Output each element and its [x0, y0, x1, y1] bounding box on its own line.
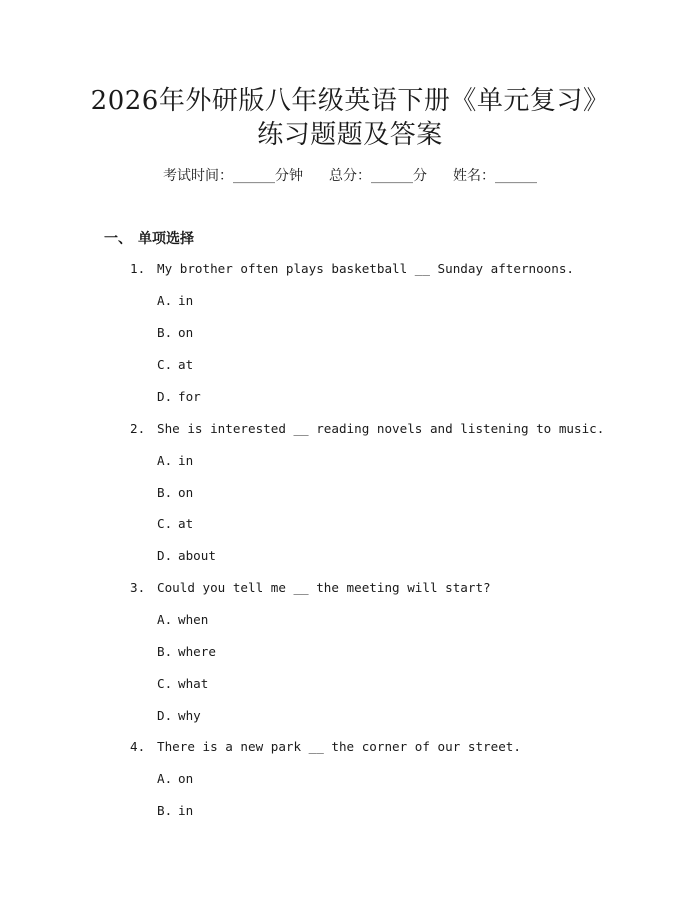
option-text: in: [178, 293, 194, 308]
option-letter: A.: [157, 771, 173, 786]
option-text: at: [178, 516, 194, 531]
question-text: My brother often plays basketball __ Sunday afternoons.: [157, 261, 575, 276]
option-text: when: [178, 612, 209, 627]
question-number: 1.: [130, 261, 146, 276]
exam-time-label: 考试时间：______分钟: [163, 168, 303, 184]
option-letter: B.: [157, 644, 173, 659]
question-text: There is a new park __ the corner of our street.: [157, 739, 521, 754]
question-4-option-a: [157, 770, 193, 788]
question-3-option-d: [157, 707, 201, 725]
question-1-option-b: [157, 324, 193, 342]
option-text: where: [178, 644, 216, 659]
question-3: [130, 579, 491, 597]
option-letter: C.: [157, 676, 173, 691]
option-letter: C.: [157, 357, 173, 372]
question-3-option-a: [157, 611, 208, 629]
option-text: in: [178, 453, 194, 468]
option-text: on: [178, 325, 194, 340]
question-1-option-a: [157, 292, 193, 310]
question-text: She is interested __ reading novels and listening to music.: [157, 421, 605, 436]
option-letter: A.: [157, 293, 173, 308]
option-letter: D.: [157, 708, 173, 723]
question-number: 4.: [130, 739, 146, 754]
option-letter: B.: [157, 325, 173, 340]
option-text: on: [178, 771, 194, 786]
section-heading: [104, 229, 194, 249]
question-number: 2.: [130, 421, 146, 436]
question-number: 3.: [130, 580, 146, 595]
exam-meta: [0, 166, 700, 186]
option-letter: B.: [157, 485, 173, 500]
student-name-label: 姓名：______: [453, 168, 537, 184]
question-3-option-b: [157, 643, 216, 661]
question-2-option-c: [157, 515, 193, 533]
option-text: about: [178, 548, 216, 563]
option-letter: D.: [157, 389, 173, 404]
option-text: at: [178, 357, 194, 372]
question-1-option-d: [157, 388, 201, 406]
option-text: what: [178, 676, 209, 691]
option-letter: A.: [157, 612, 173, 627]
document-title-line-2: 练习题题及答案: [257, 120, 443, 150]
question-1: [130, 260, 574, 278]
document-title-line-1: 2026年外研版八年级英语下册《单元复习》: [90, 86, 610, 116]
question-text: Could you tell me __ the meeting will start?: [157, 580, 491, 595]
question-3-option-c: [157, 675, 208, 693]
section-number: 一、: [104, 231, 132, 247]
option-letter: D.: [157, 548, 173, 563]
question-1-option-c: [157, 356, 193, 374]
question-2-option-a: [157, 452, 193, 470]
question-4-option-b: [157, 802, 193, 820]
option-text: why: [178, 708, 201, 723]
option-text: on: [178, 485, 194, 500]
option-text: for: [178, 389, 201, 404]
question-4: [130, 738, 521, 756]
option-letter: C.: [157, 516, 173, 531]
question-2-option-d: [157, 547, 216, 565]
option-letter: A.: [157, 453, 173, 468]
question-2-option-b: [157, 484, 193, 502]
option-letter: B.: [157, 803, 173, 818]
total-score-label: 总分：______分: [329, 168, 427, 184]
section-title: 单项选择: [138, 231, 194, 247]
option-text: in: [178, 803, 194, 818]
question-2: [130, 420, 604, 438]
